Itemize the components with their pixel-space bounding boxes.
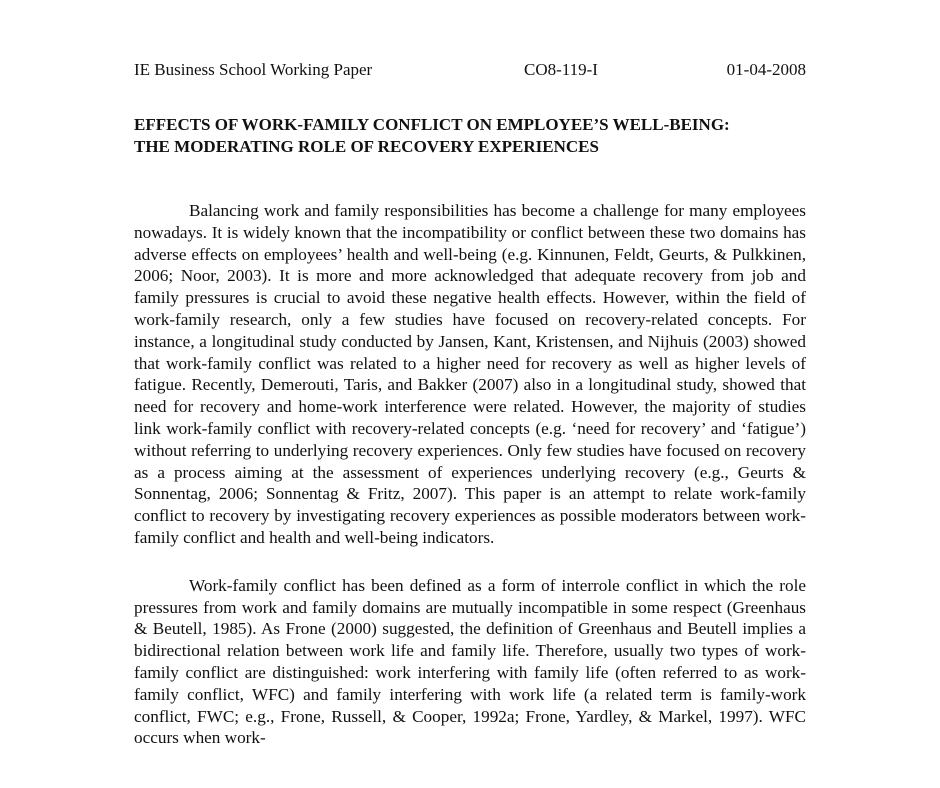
paragraph-1: Balancing work and family responsibilities has become a challenge for many employees nowadays. It is widely known that the incompatibility or conflict between these two domains has adverse effects on employees’ health and well-being (e.g. Kinnunen, Feldt, Geurts, & Pulkkinen, 2006; Noor, 2003). It is more and more acknowledged that adequate recovery from job and family pressures is crucial to avoid these negative health effects. However, within the field of work-family research, only a few studies have focused on recovery-related concepts. For instance, a longitudinal study conducted by Jansen, Kant, Kristensen, and Nijhuis (2003) showed that work-family conflict was related to a higher need for recovery as well as higher levels of fatigue. Recently, Demerouti, Taris, and Bakker (2007) also in a longitudinal study, showed that need for recovery and home-work interference were related. However, the majority of studies link work-family conflict with recovery-related concepts (e.g. ‘need for recovery’ and ‘fatigue’) without referring to underlying recovery experiences. Only few studies have focused on recovery as a process aiming at the assessment of experiences underlying recovery (e.g., Geurts & Sonnentag, 2006; Sonnentag & Fritz, 2007). This paper is an attempt to relate work-family conflict to recovery by investigating recovery experiences as possible moderators between work-family conflict and health and well-being indicators. (134, 201, 806, 547)
title-line-1: EFFECTS OF WORK-FAMILY CONFLICT ON EMPLOYEE’S WELL-BEING: (134, 115, 730, 134)
header-series: IE Business School Working Paper (134, 60, 373, 79)
running-header (134, 59, 806, 81)
body-text (134, 200, 806, 749)
paragraph-2: Work-family conflict has been defined as a form of interrole conflict in which the role pressures from work and family domains are mutually incompatible in some respect (Greenhaus & Beutell, 1985). As Frone (2000) suggested, the definition of Greenhaus and Beutell implies a bidirectional relation between work life and family life. Therefore, usually two types of work-family conflict are distinguished: work interfering with family life (often referred to as work-family conflict, WFC) and family interfering with work life (a related term is family-work conflict, FWC; e.g., Frone, Russell, & Cooper, 1992a; Frone, Yardley, & Markel, 1997). WFC occurs when work- (134, 575, 806, 748)
header-date: 01-04-2008 (726, 60, 806, 79)
paper-title (134, 114, 824, 158)
header-paper-number: CO8-119-I (524, 60, 598, 79)
title-line-2: THE MODERATING ROLE OF RECOVERY EXPERIENCES (134, 137, 599, 156)
